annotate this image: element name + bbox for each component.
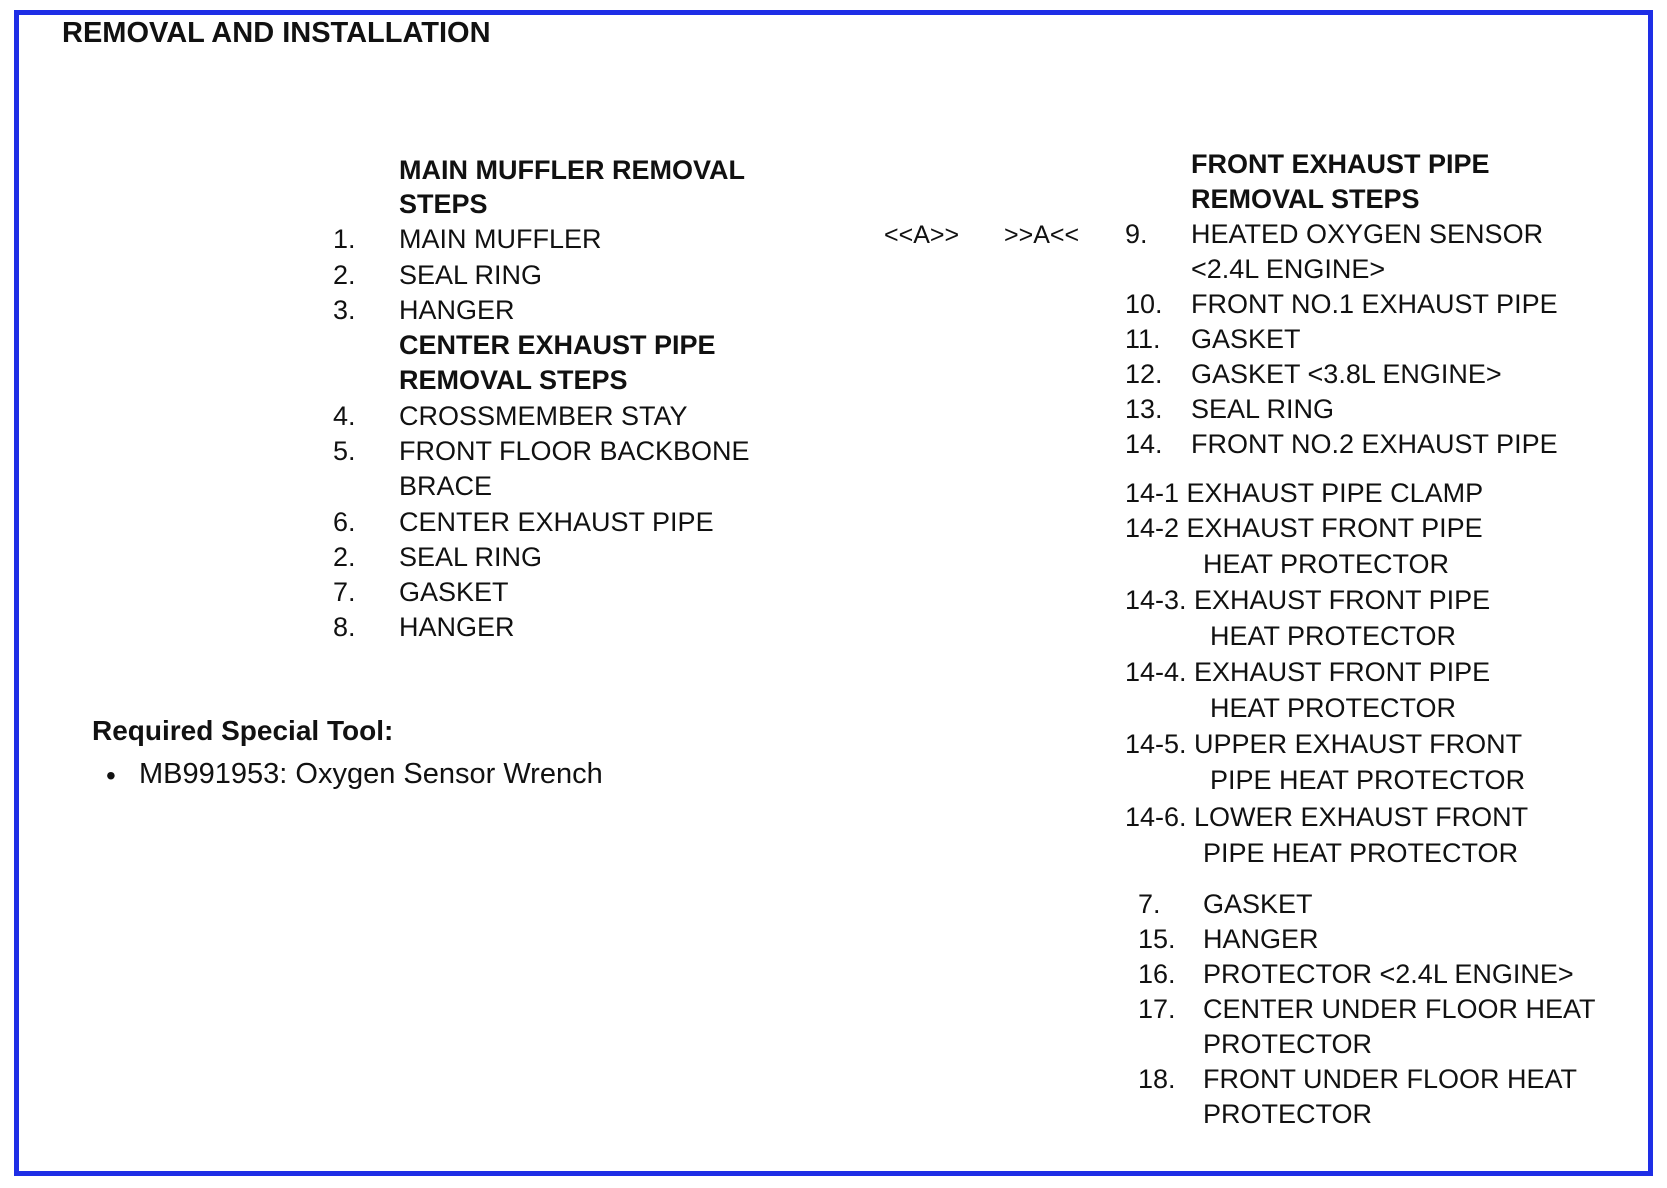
sub-step-label-continued: HEAT PROTECTOR [1203, 549, 1450, 579]
step-number: 2. [333, 260, 356, 290]
step-number: 16. [1138, 959, 1176, 989]
center-exhaust-heading: CENTER EXHAUST PIPE [399, 330, 716, 360]
step-label: CENTER EXHAUST PIPE [399, 507, 714, 537]
step-number: 3. [333, 295, 356, 325]
sub-step-label: 14-2 EXHAUST FRONT PIPE [1125, 513, 1483, 543]
step-label: HANGER [399, 295, 515, 325]
step-number: 15. [1138, 924, 1176, 954]
special-tool-heading: Required Special Tool: [92, 715, 394, 746]
step-label: PROTECTOR <2.4L ENGINE> [1203, 959, 1574, 989]
installation-marker: >>A<< [1004, 221, 1080, 249]
front-exhaust-heading: FRONT EXHAUST PIPE [1191, 149, 1490, 179]
step-number: 12. [1125, 359, 1163, 389]
step-number: 9. [1125, 219, 1148, 249]
bullet-icon: • [106, 760, 116, 791]
step-number: 10. [1125, 289, 1163, 319]
step-number: 18. [1138, 1064, 1176, 1094]
step-number: 6. [333, 507, 356, 537]
step-label: GASKET [399, 577, 509, 607]
step-number: 14. [1125, 429, 1163, 459]
main-muffler-heading: MAIN MUFFLER REMOVAL [399, 155, 745, 185]
step-label: HEATED OXYGEN SENSOR [1191, 219, 1544, 249]
step-number: 17. [1138, 994, 1176, 1024]
step-label: FRONT UNDER FLOOR HEAT [1203, 1064, 1578, 1094]
step-number: 13. [1125, 394, 1163, 424]
step-label-continued: BRACE [399, 471, 493, 501]
step-label: GASKET [1191, 324, 1301, 354]
step-label: CENTER UNDER FLOOR HEAT [1203, 994, 1596, 1024]
step-number: 4. [333, 401, 356, 431]
step-label: HANGER [1203, 924, 1319, 954]
step-number: 2. [333, 542, 356, 572]
sub-step-label-continued: PIPE HEAT PROTECTOR [1210, 765, 1526, 795]
step-label: FRONT NO.1 EXHAUST PIPE [1191, 289, 1558, 319]
center-exhaust-heading: REMOVAL STEPS [399, 365, 628, 395]
step-label: GASKET [1203, 889, 1313, 919]
step-label: CROSSMEMBER STAY [399, 401, 688, 431]
step-label: SEAL RING [1191, 394, 1335, 424]
step-number: 7. [333, 577, 356, 607]
step-label: HANGER [399, 612, 515, 642]
sub-step-label: 14-4. EXHAUST FRONT PIPE [1125, 657, 1491, 687]
step-label-continued: PROTECTOR [1203, 1029, 1373, 1059]
sub-step-label-continued: HEAT PROTECTOR [1210, 693, 1457, 723]
step-label: MAIN MUFFLER [399, 224, 602, 254]
page-title: REMOVAL AND INSTALLATION [62, 17, 491, 49]
special-tool-item: MB991953: Oxygen Sensor Wrench [139, 758, 603, 790]
sub-step-label: 14-5. UPPER EXHAUST FRONT [1125, 729, 1523, 759]
step-number: 11. [1125, 324, 1161, 354]
front-exhaust-heading: REMOVAL STEPS [1191, 184, 1420, 214]
removal-marker: <<A>> [884, 221, 960, 249]
step-number: 5. [333, 436, 356, 466]
step-number: 7. [1138, 889, 1161, 919]
step-label-continued: PROTECTOR [1203, 1099, 1373, 1129]
step-label: GASKET <3.8L ENGINE> [1191, 359, 1502, 389]
step-label: FRONT FLOOR BACKBONE [399, 436, 750, 466]
step-label: SEAL RING [399, 260, 543, 290]
sub-step-label: 14-1 EXHAUST PIPE CLAMP [1125, 478, 1484, 508]
step-number: 1. [333, 224, 356, 254]
main-muffler-heading: STEPS [399, 189, 488, 219]
step-number: 8. [333, 612, 356, 642]
sub-step-label-continued: PIPE HEAT PROTECTOR [1203, 838, 1519, 868]
step-label-continued: <2.4L ENGINE> [1191, 254, 1386, 284]
step-label: FRONT NO.2 EXHAUST PIPE [1191, 429, 1558, 459]
sub-step-label: 14-6. LOWER EXHAUST FRONT [1125, 802, 1529, 832]
sub-step-label: 14-3. EXHAUST FRONT PIPE [1125, 585, 1491, 615]
sub-step-label-continued: HEAT PROTECTOR [1210, 621, 1457, 651]
step-label: SEAL RING [399, 542, 543, 572]
